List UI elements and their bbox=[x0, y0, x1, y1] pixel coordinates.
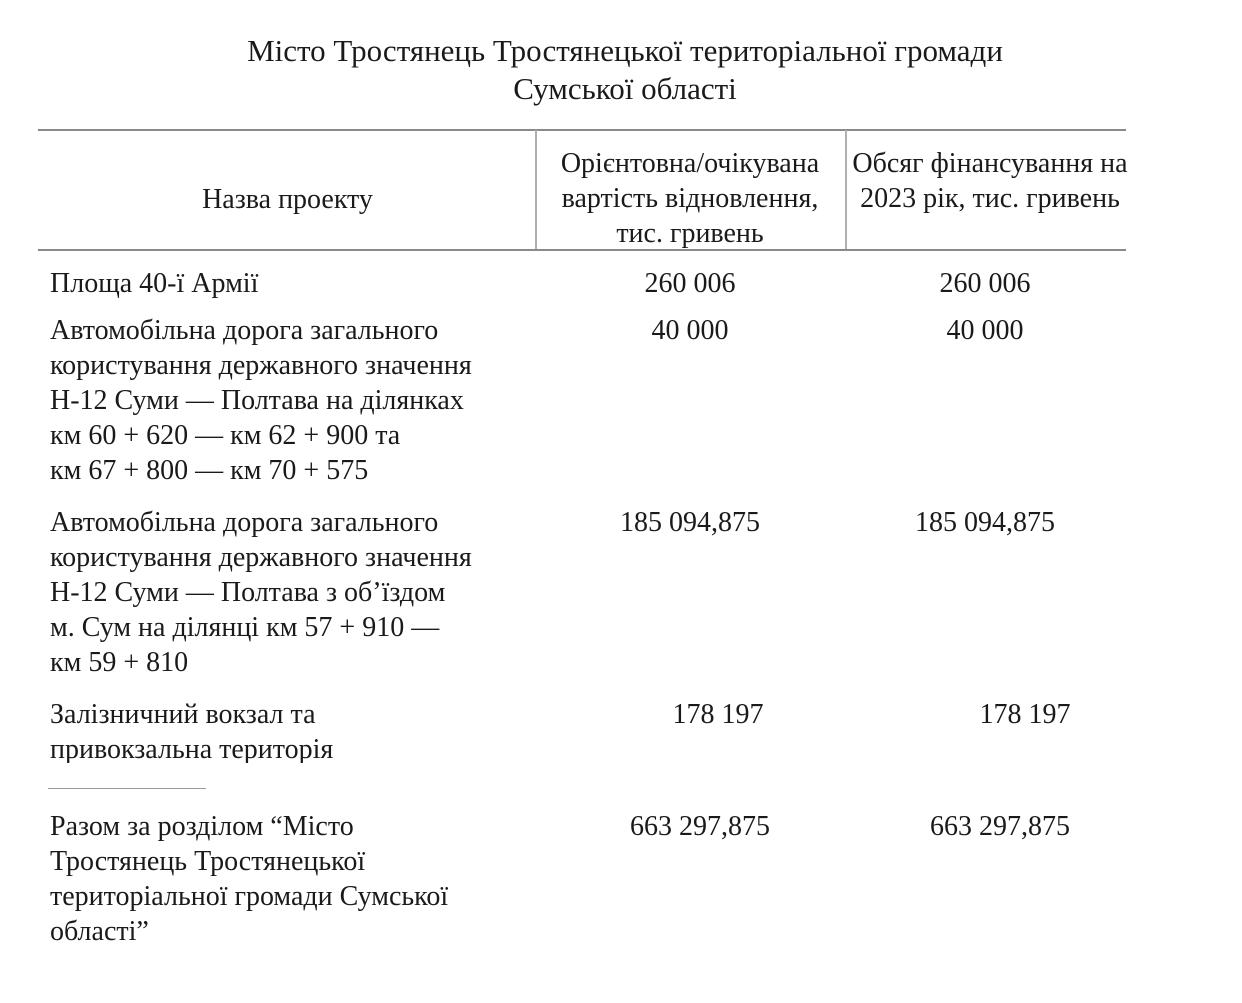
column-divider-2 bbox=[845, 130, 847, 250]
table-top-rule bbox=[38, 129, 1126, 131]
row-3-cost: 185 094,875 bbox=[620, 507, 760, 538]
row-4-name-clip bbox=[50, 697, 540, 763]
title-line-1: Місто Тростянець Тростянецької територіальної громади bbox=[247, 33, 1003, 68]
row-2-name: Автомобільна дорога загального користування державного значення Н-12 Суми — Полтава на ділянках км 60 + 620 — км 62 + 900 та км 67 + 800 — км 70 + 575 bbox=[50, 315, 472, 486]
title-line-2: Сумської області bbox=[513, 71, 737, 106]
row-4-name: Залізничний вокзал та привокзальна територія bbox=[50, 699, 334, 763]
header-project-name: Назва проекту bbox=[202, 184, 373, 215]
row-1-name: Площа 40-ї Армії bbox=[50, 268, 259, 299]
row-1-funding: 260 006 bbox=[939, 268, 1031, 299]
row-2-funding: 40 000 bbox=[946, 315, 1024, 346]
row-1-cost: 260 006 bbox=[644, 268, 736, 299]
header-funding-2023: Обсяг фінансування на 2023 рік, тис. гривень bbox=[852, 148, 1128, 214]
row-3-name: Автомобільна дорога загального користування державного значення Н-12 Суми — Полтава з об’їздом м. Сум на ділянці км 57 + 910 — км 59 + 810 bbox=[50, 507, 472, 678]
total-cost: 663 297,875 bbox=[630, 811, 770, 842]
header-estimated-cost: Орієнтовна/очікувана вартість відновлення, тис. гривень bbox=[560, 148, 820, 249]
separator-rule bbox=[48, 788, 206, 789]
column-divider-1 bbox=[535, 130, 537, 250]
total-name: Разом за розділом “Місто Тростянець Тростянецької територіальної громади Сумської області” bbox=[50, 811, 449, 947]
row-3-funding: 185 094,875 bbox=[915, 507, 1055, 538]
row-4-funding: 178 197 bbox=[979, 699, 1071, 730]
row-4-cost: 178 197 bbox=[672, 699, 764, 730]
row-2-cost: 40 000 bbox=[651, 315, 729, 346]
total-funding: 663 297,875 bbox=[930, 811, 1070, 842]
